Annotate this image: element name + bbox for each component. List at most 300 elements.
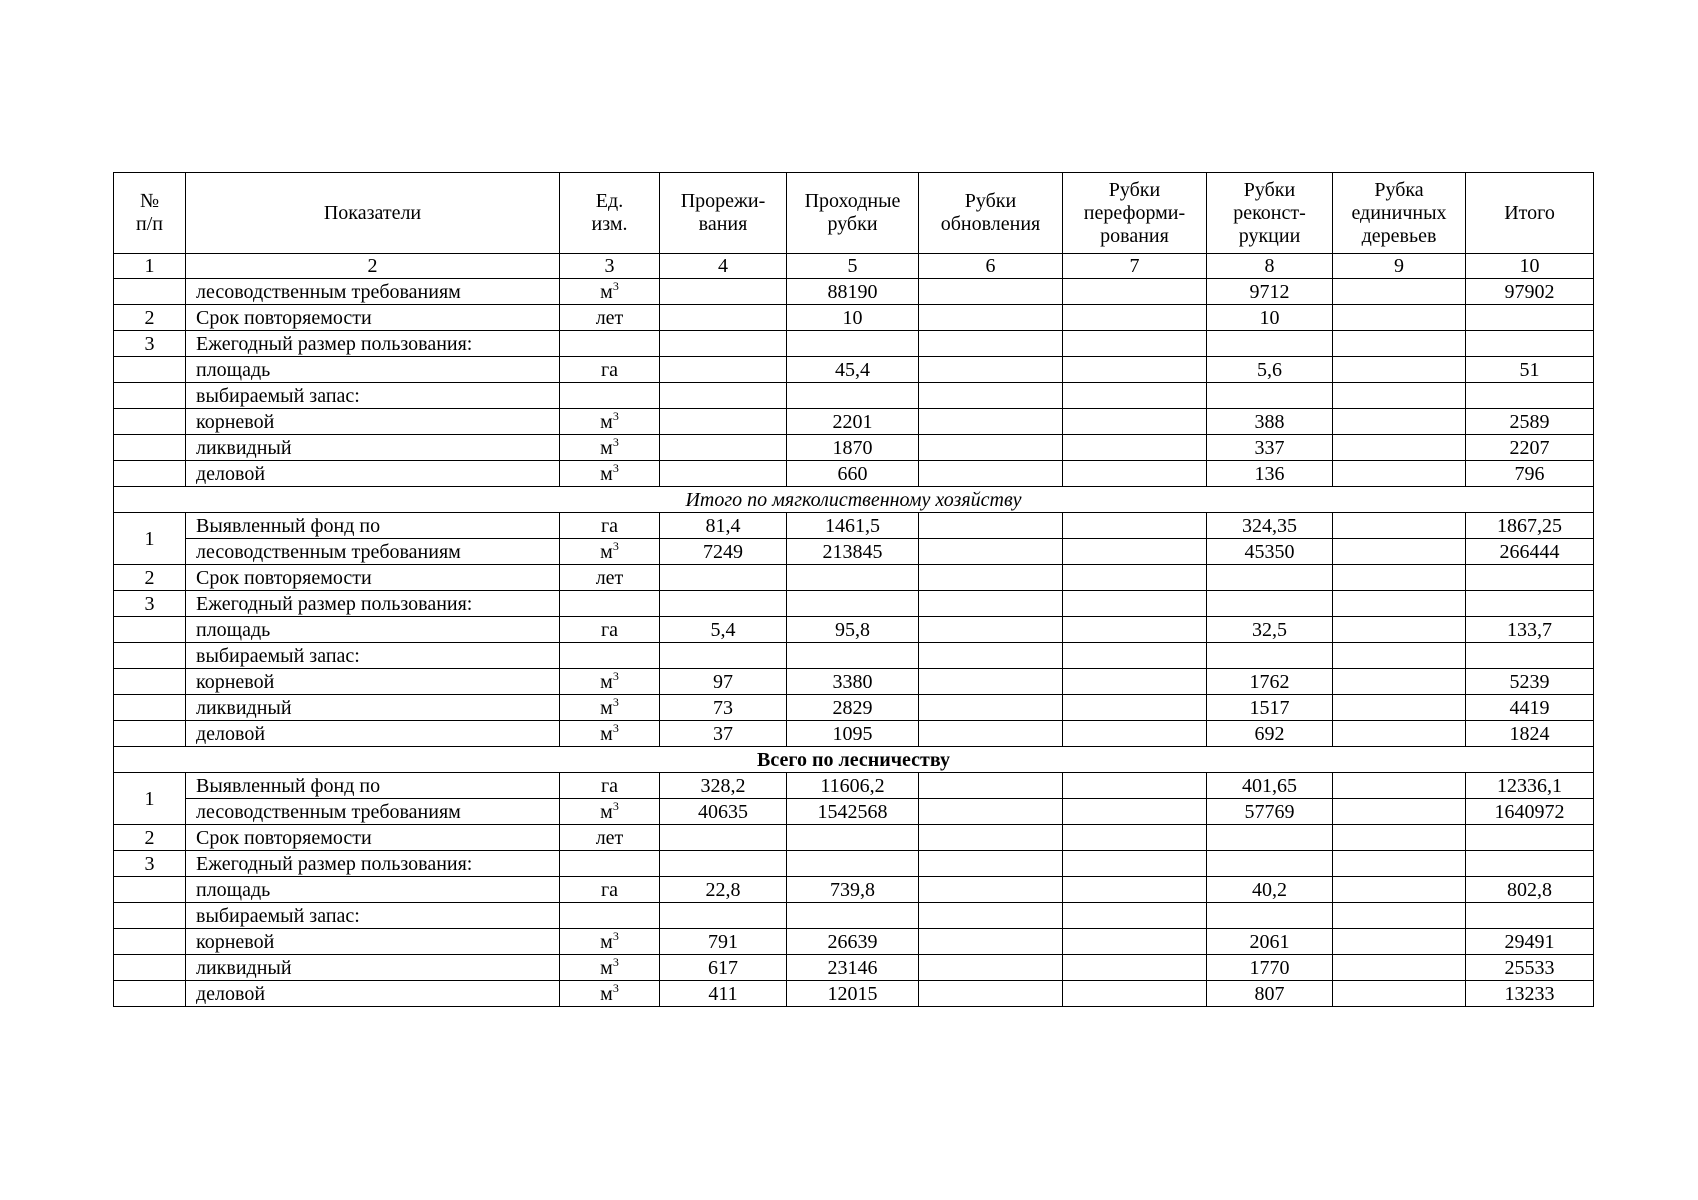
value-cell: 9712 [1207,279,1333,305]
value-cell [1063,851,1207,877]
unit-cell: $м^3$ [560,461,660,487]
value-cell [1063,721,1207,747]
value-cell [1063,643,1207,669]
value-cell [919,799,1063,825]
column-number-row [114,254,1594,279]
table-row [114,669,1594,695]
unit-cell: $м^3$ [560,981,660,1007]
row-number [114,695,186,721]
value-cell [1207,903,1333,929]
unit-cell: $м^3$ [560,669,660,695]
value-cell [1333,565,1466,591]
column-number: 8 [1207,254,1333,279]
value-cell [660,331,787,357]
indicator-label: лесоводственным требованиям [186,279,560,305]
value-cell: 57769 [1207,799,1333,825]
value-cell [1333,591,1466,617]
indicator-label: выбираемый запас: [186,643,560,669]
value-cell [1466,851,1594,877]
table-row [114,643,1594,669]
value-cell [1333,513,1466,539]
value-cell [919,955,1063,981]
value-cell [1333,643,1466,669]
value-cell [1333,461,1466,487]
unit-cell: га [560,513,660,539]
table-row [114,357,1594,383]
row-number [114,279,186,305]
value-cell [660,643,787,669]
unit-cell [560,591,660,617]
value-cell [1207,825,1333,851]
unit-cell: лет [560,305,660,331]
table-row [114,981,1594,1007]
value-cell: 22,8 [660,877,787,903]
value-cell [919,539,1063,565]
value-cell [1333,279,1466,305]
column-number: 1 [114,254,186,279]
table-row [114,279,1594,305]
value-cell [1063,617,1207,643]
value-cell [919,409,1063,435]
unit-cell: $м^3$ [560,409,660,435]
value-cell [1063,409,1207,435]
value-cell: 133,7 [1466,617,1594,643]
section-title: Итого по мягколиственному хозяйству [114,487,1594,513]
row-number [114,877,186,903]
value-cell: 1542568 [787,799,919,825]
indicator-label: выбираемый запас: [186,903,560,929]
value-cell [919,851,1063,877]
indicator-label: лесоводственным требованиям [186,539,560,565]
indicator-label: Срок повторяемости [186,305,560,331]
value-cell: 88190 [787,279,919,305]
row-number [114,435,186,461]
value-cell [660,279,787,305]
row-number: 2 [114,825,186,851]
table-row [114,903,1594,929]
value-cell: 95,8 [787,617,919,643]
value-cell [1466,825,1594,851]
value-cell: 12015 [787,981,919,1007]
table-row [114,877,1594,903]
value-cell: 266444 [1466,539,1594,565]
unit-cell: $м^3$ [560,929,660,955]
value-cell [1063,955,1207,981]
value-cell [660,825,787,851]
table-row [114,435,1594,461]
value-cell [1333,617,1466,643]
column-number: 9 [1333,254,1466,279]
value-cell: 97 [660,669,787,695]
value-cell: 25533 [1466,955,1594,981]
unit-cell: га [560,773,660,799]
row-number [114,383,186,409]
value-cell [1063,903,1207,929]
value-cell: 617 [660,955,787,981]
row-number: 3 [114,591,186,617]
indicator-label: деловой [186,981,560,1007]
unit-superscript: 3 [612,720,619,735]
row-number [114,409,186,435]
unit-cell: $м^3$ [560,955,660,981]
value-cell [787,825,919,851]
section-title: Всего по лесничеству [114,747,1594,773]
row-number: 3 [114,331,186,357]
row-number [114,721,186,747]
value-cell [1207,851,1333,877]
value-cell [1063,279,1207,305]
value-cell [1333,825,1466,851]
value-cell [919,461,1063,487]
value-cell [919,773,1063,799]
value-cell: 10 [1207,305,1333,331]
unit-cell [560,643,660,669]
unit-superscript: 3 [612,694,619,709]
unit-superscript: 3 [612,408,619,423]
row-number: 2 [114,565,186,591]
unit-superscript: 3 [612,798,619,813]
value-cell [1063,825,1207,851]
table-row [114,461,1594,487]
column-header: Рубки обновления [919,173,1063,254]
column-header: Рубки переформи- рования [1063,173,1207,254]
value-cell: 1640972 [1466,799,1594,825]
value-cell: 328,2 [660,773,787,799]
table-row [114,383,1594,409]
value-cell [1333,799,1466,825]
unit-cell [560,331,660,357]
table-row [114,565,1594,591]
value-cell [1333,903,1466,929]
row-number [114,461,186,487]
value-cell: 13233 [1466,981,1594,1007]
value-cell [1333,409,1466,435]
row-number: 1 [114,513,186,565]
value-cell [1466,643,1594,669]
value-cell [919,305,1063,331]
unit-cell: $м^3$ [560,539,660,565]
table-row [114,825,1594,851]
value-cell: 1095 [787,721,919,747]
value-cell [1333,383,1466,409]
value-cell [1207,383,1333,409]
value-cell [1466,305,1594,331]
indicator-label: Ежегодный размер пользования: [186,331,560,357]
value-cell [1333,435,1466,461]
unit-cell: $м^3$ [560,721,660,747]
value-cell [1333,331,1466,357]
value-cell [1333,955,1466,981]
unit-cell: га [560,877,660,903]
indicator-label: корневой [186,409,560,435]
value-cell: 81,4 [660,513,787,539]
indicator-label: корневой [186,929,560,955]
value-cell [919,981,1063,1007]
value-cell [1063,357,1207,383]
value-cell [1063,799,1207,825]
value-cell [1063,773,1207,799]
table-row [114,513,1594,539]
value-cell: 32,5 [1207,617,1333,643]
indicator-label: площадь [186,357,560,383]
indicator-label: деловой [186,461,560,487]
unit-superscript: 3 [612,434,619,449]
value-cell [1063,383,1207,409]
value-cell: 11606,2 [787,773,919,799]
value-cell [660,305,787,331]
value-cell [1466,383,1594,409]
value-cell: 337 [1207,435,1333,461]
value-cell [919,357,1063,383]
value-cell: 10 [787,305,919,331]
value-cell: 5,4 [660,617,787,643]
table-body [114,279,1594,1007]
value-cell [787,565,919,591]
value-cell [1063,695,1207,721]
value-cell [1333,877,1466,903]
indicator-label: Выявленный фонд по [186,513,560,539]
value-cell [660,903,787,929]
value-cell [1063,929,1207,955]
column-number: 2 [186,254,560,279]
row-number: 2 [114,305,186,331]
value-cell [787,591,919,617]
value-cell: 136 [1207,461,1333,487]
value-cell [1207,331,1333,357]
value-cell [1333,929,1466,955]
value-cell: 5239 [1466,669,1594,695]
indicator-label: площадь [186,877,560,903]
value-cell [1466,565,1594,591]
value-cell: 213845 [787,539,919,565]
value-cell: 807 [1207,981,1333,1007]
indicator-label: ликвидный [186,955,560,981]
indicator-label: Срок повторяемости [186,825,560,851]
value-cell [1333,721,1466,747]
value-cell [919,383,1063,409]
column-header: Рубки реконст- рукции [1207,173,1333,254]
value-cell: 2829 [787,695,919,721]
value-cell [1063,669,1207,695]
value-cell: 4419 [1466,695,1594,721]
unit-cell [560,383,660,409]
value-cell [1063,981,1207,1007]
value-cell: 1762 [1207,669,1333,695]
value-cell [660,409,787,435]
value-cell [1466,591,1594,617]
value-cell: 388 [1207,409,1333,435]
table-row [114,721,1594,747]
value-cell [660,435,787,461]
indicator-label: ликвидный [186,435,560,461]
table-row [114,773,1594,799]
row-number: 3 [114,851,186,877]
value-cell [919,643,1063,669]
value-cell [1333,981,1466,1007]
value-cell [1063,305,1207,331]
section-row [114,487,1594,513]
indicator-label: Ежегодный размер пользования: [186,591,560,617]
value-cell [1207,591,1333,617]
section-row [114,747,1594,773]
value-cell: 796 [1466,461,1594,487]
value-cell [919,877,1063,903]
column-header: Ед. изм. [560,173,660,254]
value-cell [1466,903,1594,929]
value-cell [660,357,787,383]
unit-cell: $м^3$ [560,799,660,825]
value-cell [1063,565,1207,591]
value-cell [1063,513,1207,539]
unit-cell: лет [560,565,660,591]
value-cell: 23146 [787,955,919,981]
indicator-label: выбираемый запас: [186,383,560,409]
value-cell: 2201 [787,409,919,435]
value-cell: 45350 [1207,539,1333,565]
value-cell: 802,8 [1466,877,1594,903]
value-cell [919,695,1063,721]
value-cell: 45,4 [787,357,919,383]
table-row [114,617,1594,643]
value-cell [1207,643,1333,669]
value-cell [1063,877,1207,903]
table-row [114,799,1594,825]
column-number: 5 [787,254,919,279]
value-cell [919,513,1063,539]
value-cell [919,929,1063,955]
value-cell: 97902 [1466,279,1594,305]
value-cell [1063,539,1207,565]
column-header: Показатели [186,173,560,254]
value-cell: 51 [1466,357,1594,383]
value-cell [1333,357,1466,383]
value-cell [1207,565,1333,591]
indicator-label: площадь [186,617,560,643]
unit-superscript: 3 [612,668,619,683]
value-cell: 692 [1207,721,1333,747]
indicator-label: ликвидный [186,695,560,721]
column-number: 4 [660,254,787,279]
value-cell [919,903,1063,929]
table-row [114,409,1594,435]
row-number [114,617,186,643]
value-cell: 1870 [787,435,919,461]
indicator-label: лесоводственным требованиям [186,799,560,825]
value-cell [1063,435,1207,461]
table-row [114,851,1594,877]
value-cell: 12336,1 [1466,773,1594,799]
indicator-label: Выявленный фонд по [186,773,560,799]
value-cell: 2061 [1207,929,1333,955]
value-cell [660,383,787,409]
indicator-label: Срок повторяемости [186,565,560,591]
value-cell [919,825,1063,851]
column-number: 6 [919,254,1063,279]
value-cell: 324,35 [1207,513,1333,539]
value-cell [1333,305,1466,331]
row-number [114,955,186,981]
value-cell [787,383,919,409]
table-row [114,331,1594,357]
unit-cell: $м^3$ [560,695,660,721]
value-cell: 2589 [1466,409,1594,435]
value-cell: 40635 [660,799,787,825]
row-number [114,643,186,669]
column-header: Прорежи- вания [660,173,787,254]
value-cell [1333,539,1466,565]
unit-superscript: 3 [612,954,619,969]
unit-cell: $м^3$ [560,279,660,305]
row-number [114,357,186,383]
column-header: Рубка единичных деревьев [1333,173,1466,254]
value-cell: 26639 [787,929,919,955]
value-cell [1333,773,1466,799]
unit-superscript: 3 [612,538,619,553]
value-cell [660,461,787,487]
value-cell: 73 [660,695,787,721]
row-number [114,981,186,1007]
value-cell [787,903,919,929]
unit-cell: га [560,357,660,383]
value-cell [787,851,919,877]
column-header: Итого [1466,173,1594,254]
value-cell [919,721,1063,747]
value-cell: 739,8 [787,877,919,903]
value-cell [919,565,1063,591]
table-row [114,695,1594,721]
value-cell: 3380 [787,669,919,695]
header-row [114,173,1594,254]
value-cell [787,643,919,669]
value-cell: 29491 [1466,929,1594,955]
table-row [114,591,1594,617]
value-cell: 5,6 [1207,357,1333,383]
value-cell [919,279,1063,305]
value-cell [1333,851,1466,877]
value-cell [1063,591,1207,617]
unit-cell: $м^3$ [560,435,660,461]
value-cell: 2207 [1466,435,1594,461]
row-number: 1 [114,773,186,825]
table-row [114,539,1594,565]
value-cell [660,565,787,591]
unit-cell: лет [560,825,660,851]
unit-superscript: 3 [612,928,619,943]
value-cell: 1461,5 [787,513,919,539]
indicator-label: Ежегодный размер пользования: [186,851,560,877]
value-cell [1333,669,1466,695]
value-cell: 7249 [660,539,787,565]
value-cell: 411 [660,981,787,1007]
value-cell: 40,2 [1207,877,1333,903]
forest-use-table [113,172,1594,1007]
value-cell: 660 [787,461,919,487]
value-cell [919,617,1063,643]
value-cell [660,591,787,617]
unit-superscript: 3 [612,460,619,475]
value-cell: 1867,25 [1466,513,1594,539]
unit-superscript: 3 [612,980,619,995]
value-cell: 791 [660,929,787,955]
value-cell [1063,331,1207,357]
value-cell: 1770 [1207,955,1333,981]
value-cell: 401,65 [1207,773,1333,799]
column-number: 10 [1466,254,1594,279]
table-row [114,955,1594,981]
value-cell: 1517 [1207,695,1333,721]
table-row [114,305,1594,331]
unit-cell [560,851,660,877]
